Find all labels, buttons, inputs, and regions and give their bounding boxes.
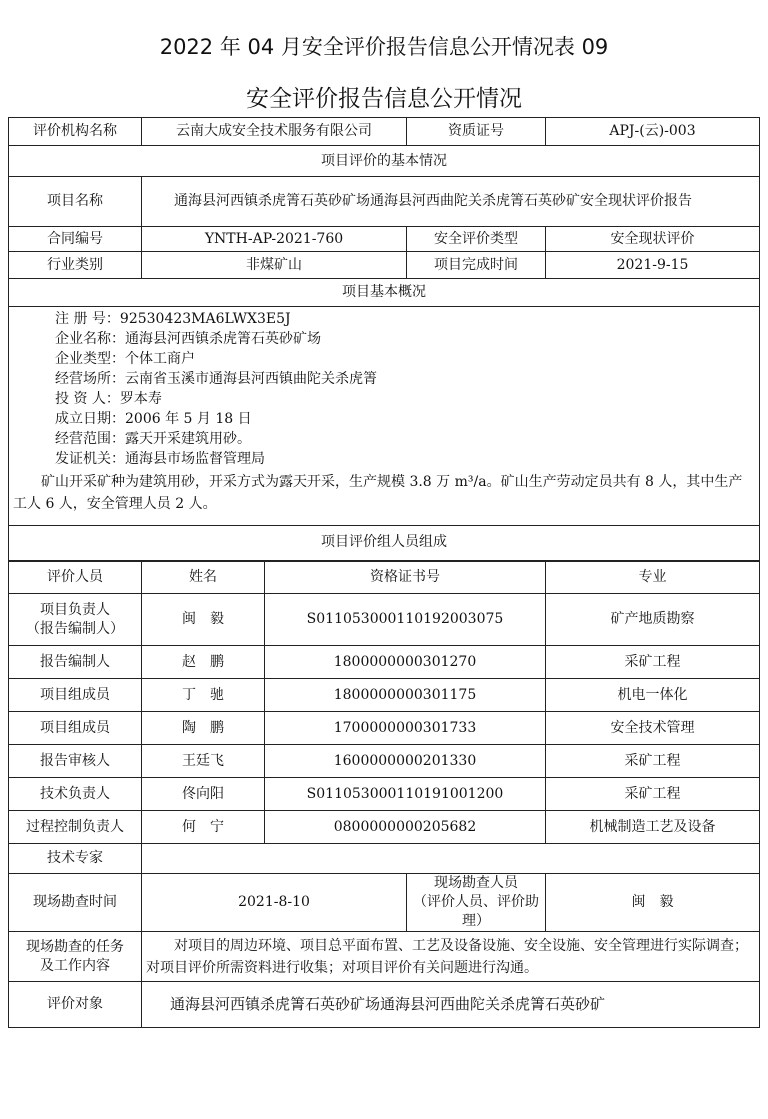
eval-type-label: 安全评价类型 <box>407 227 546 252</box>
disclosure-table <box>8 117 760 1028</box>
team-cert: 1800000000301270 <box>265 646 546 679</box>
project-name-value: 通海县河西镇杀虎箐石英砂矿场通海县河西曲陀关杀虎箐石英砂矿安全现状评价报告 <box>142 177 760 227</box>
info-key: 企业类型： <box>55 351 125 367</box>
team-major: 机械制造工艺及设备 <box>546 811 760 844</box>
basic-section-header: 项目评价的基本情况 <box>9 146 760 177</box>
finish-time-value: 2021-9-15 <box>546 252 760 279</box>
survey-time-value: 2021-8-10 <box>142 874 407 932</box>
team-name: 佟向阳 <box>142 778 265 811</box>
team-role: 报告审核人 <box>9 745 142 778</box>
col-header-name: 姓名 <box>142 561 265 594</box>
industry-label: 行业类别 <box>9 252 142 279</box>
team-role: 项目组成员 <box>9 712 142 745</box>
survey-task-value: 对项目的周边环境、项目总平面布置、工艺及设备设施、安全设施、安全管理进行实际调查；对项目评价所需资料进行收集；对项目评价有关问题进行沟通。 <box>142 932 760 982</box>
team-columns-row <box>9 561 760 594</box>
survey-people-label-line1: 现场勘查人员 <box>434 875 518 891</box>
eval-type-value: 安全现状评价 <box>546 227 760 252</box>
team-cert: 1600000000201330 <box>265 745 546 778</box>
info-value: 2006 年 5 月 18 日 <box>125 411 252 427</box>
info-line <box>55 409 755 429</box>
survey-task-label <box>9 932 142 982</box>
survey-task-label-line1: 现场勘查的任务 <box>26 938 124 955</box>
finish-time-label: 项目完成时间 <box>407 252 546 279</box>
team-header-row <box>9 526 760 561</box>
team-role <box>9 594 142 646</box>
info-line <box>55 369 755 389</box>
overview-section-header: 项目基本概况 <box>9 279 760 307</box>
table-row <box>9 811 760 844</box>
info-key: 发证机关： <box>55 451 125 467</box>
object-value: 通海县河西镇杀虎箐石英砂矿场通海县河西曲陀关杀虎箐石英砂矿 <box>142 982 760 1028</box>
org-row <box>9 118 760 146</box>
info-key: 投 资 人： <box>55 391 120 407</box>
cert-value: APJ-(云)-003 <box>546 118 760 146</box>
cert-label: 资质证号 <box>407 118 546 146</box>
document-subtitle: 安全评价报告信息公开情况 <box>246 86 522 112</box>
col-header-role: 评价人员 <box>9 561 142 594</box>
team-cert: 1700000000301733 <box>265 712 546 745</box>
contract-no-value: YNTH-AP-2021-760 <box>142 227 407 252</box>
info-key: 经营范围： <box>55 431 125 447</box>
overview-body <box>9 307 760 526</box>
project-name-label: 项目名称 <box>9 177 142 227</box>
team-cert: 0800000000205682 <box>265 811 546 844</box>
overview-header-row <box>9 279 760 307</box>
expert-label: 技术专家 <box>9 844 142 874</box>
company-info-list <box>13 309 755 469</box>
industry-value: 非煤矿山 <box>142 252 407 279</box>
mine-summary: 矿山开采矿种为建筑用砂，开采方式为露天开采，生产规模 3.8 万 m³/a。矿山生产劳动定员共有 8 人，其中生产工人 6 人，安全管理人员 2 人。 <box>13 474 743 512</box>
team-name: 何 宁 <box>142 811 265 844</box>
info-value: 通海县河西镇杀虎箐石英砂矿场 <box>125 331 321 347</box>
info-value: 个体工商户 <box>125 351 195 367</box>
survey-row <box>9 874 760 932</box>
table-row <box>9 778 760 811</box>
info-line <box>55 309 755 329</box>
team-major: 机电一体化 <box>546 679 760 712</box>
team-section-header: 项目评价组人员组成 <box>9 526 760 561</box>
basic-header-row <box>9 146 760 177</box>
overview-body-row <box>9 307 760 526</box>
survey-people-label <box>407 874 546 932</box>
team-cert: S011053000110191001200 <box>265 778 546 811</box>
info-value: 罗本寿 <box>119 391 162 407</box>
survey-time-label: 现场勘查时间 <box>9 874 142 932</box>
team-major: 安全技术管理 <box>546 712 760 745</box>
info-key: 经营场所： <box>55 371 125 387</box>
team-role: 项目组成员 <box>9 679 142 712</box>
info-line <box>55 449 755 469</box>
team-name: 闽 毅 <box>142 594 265 646</box>
info-value: 92530423MA6LWX3E5J <box>119 311 291 327</box>
info-key: 注 册 号： <box>55 311 120 327</box>
survey-task-row <box>9 932 760 982</box>
info-line <box>55 329 755 349</box>
object-row <box>9 982 760 1028</box>
team-name: 王廷飞 <box>142 745 265 778</box>
team-major: 采矿工程 <box>546 646 760 679</box>
table-row <box>9 679 760 712</box>
info-value: 通海县市场监督管理局 <box>125 451 265 467</box>
survey-people-label-line2: （评价人员、评价助理） <box>413 894 539 929</box>
expert-value <box>142 844 760 874</box>
team-major: 矿产地质勘察 <box>546 594 760 646</box>
org-value: 云南大成安全技术服务有限公司 <box>142 118 407 146</box>
table-row <box>9 712 760 745</box>
industry-row <box>9 252 760 279</box>
contract-row <box>9 227 760 252</box>
table-row <box>9 594 760 646</box>
info-key: 成立日期： <box>55 411 125 427</box>
team-name: 丁 驰 <box>142 679 265 712</box>
team-name: 赵 鹏 <box>142 646 265 679</box>
contract-no-label: 合同编号 <box>9 227 142 252</box>
survey-people-value: 闽 毅 <box>546 874 760 932</box>
project-name-row <box>9 177 760 227</box>
info-line <box>55 429 755 449</box>
team-role: 报告编制人 <box>9 646 142 679</box>
team-major: 采矿工程 <box>546 778 760 811</box>
survey-task-label-line2: 及工作内容 <box>40 957 110 974</box>
info-line <box>55 389 755 409</box>
team-major: 采矿工程 <box>546 745 760 778</box>
document-title: 2022 年 04 月安全评价报告信息公开情况表 09 <box>159 35 609 59</box>
table-row <box>9 745 760 778</box>
object-label: 评价对象 <box>9 982 142 1028</box>
col-header-major: 专业 <box>546 561 760 594</box>
team-role: 技术负责人 <box>9 778 142 811</box>
team-role-line1: 项目负责人 <box>40 601 110 618</box>
org-label: 评价机构名称 <box>9 118 142 146</box>
team-role: 过程控制负责人 <box>9 811 142 844</box>
expert-row <box>9 844 760 874</box>
table-row <box>9 646 760 679</box>
team-cert: 1800000000301175 <box>265 679 546 712</box>
info-value: 云南省玉溪市通海县河西镇曲陀关杀虎箐 <box>125 371 377 387</box>
info-line <box>55 349 755 369</box>
info-key: 企业名称： <box>55 331 125 347</box>
team-name: 陶 鹏 <box>142 712 265 745</box>
team-role-line2: （报告编制人） <box>26 620 124 637</box>
team-cert: S011053000110192003075 <box>265 594 546 646</box>
info-value: 露天开采建筑用砂。 <box>125 431 251 447</box>
col-header-cert: 资格证书号 <box>265 561 546 594</box>
